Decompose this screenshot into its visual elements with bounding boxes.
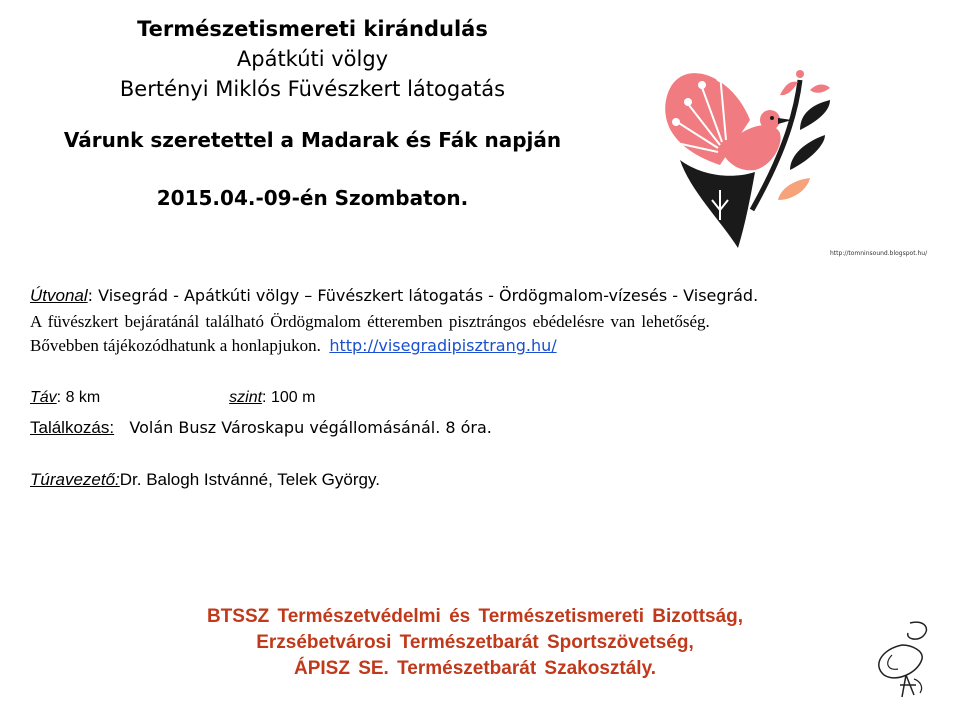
website-info-text: Bővebben tájékozódhatunk a honlapjukon. — [30, 336, 321, 355]
website-info — [30, 336, 557, 356]
guide-label: Túravezető: — [30, 470, 120, 489]
organizer-3: ÁPISZ SE. Természetbarát Szakosztály. — [293, 658, 657, 679]
meeting-label: Találkozás: — [30, 418, 115, 437]
route-line — [30, 286, 758, 306]
title-location: Apátkúti völgy — [236, 47, 389, 71]
distance-line — [30, 389, 315, 407]
event-date: 2015.04.-09-én Szombaton. — [156, 186, 469, 210]
meeting-text: Volán Busz Városkapu végállomásánál. 8 óra. — [129, 418, 492, 437]
level-label: szint — [229, 389, 263, 406]
distance-label: Táv — [30, 389, 57, 406]
guide-text: Dr. Balogh Istvánné, Telek György. — [119, 470, 380, 489]
website-link[interactable]: http://visegradipisztrang.hu/ — [329, 336, 557, 355]
level-value: : 100 m — [262, 389, 316, 406]
title-garden: Bertényi Miklós Füvészkert látogatás — [119, 77, 506, 101]
organizer-1: BTSSZ Természetvédelmi és Természetismereti Bizottság, — [206, 606, 744, 627]
image-credit: http://tomninsound.blogspot.hu/ — [830, 250, 928, 257]
meeting-line — [30, 418, 492, 438]
route-text: : Visegrád - Apátkúti völgy – Füvészkert látogatás - Ördögmalom-vízesés - Visegrád. — [87, 286, 759, 305]
organizers-footer — [80, 604, 870, 682]
bird-heart-illustration — [660, 60, 840, 250]
guide-line — [30, 470, 380, 490]
title-main: Természetismereti kirándulás — [137, 17, 488, 41]
lunch-info: A füvészkert bejáratánál található Ördögmalom étteremben pisztrángos ebédelésre van lehetőség. — [30, 312, 710, 331]
club-logo — [862, 615, 942, 705]
subtitle: Várunk szeretettel a Madarak és Fák napján — [63, 128, 562, 152]
organizer-2: Erzsébetvárosi Természetbarát Sportszövetség, — [256, 632, 694, 653]
title-block — [60, 14, 565, 104]
route-label: Útvonal — [30, 286, 88, 305]
distance-value: : 8 km — [56, 389, 101, 406]
